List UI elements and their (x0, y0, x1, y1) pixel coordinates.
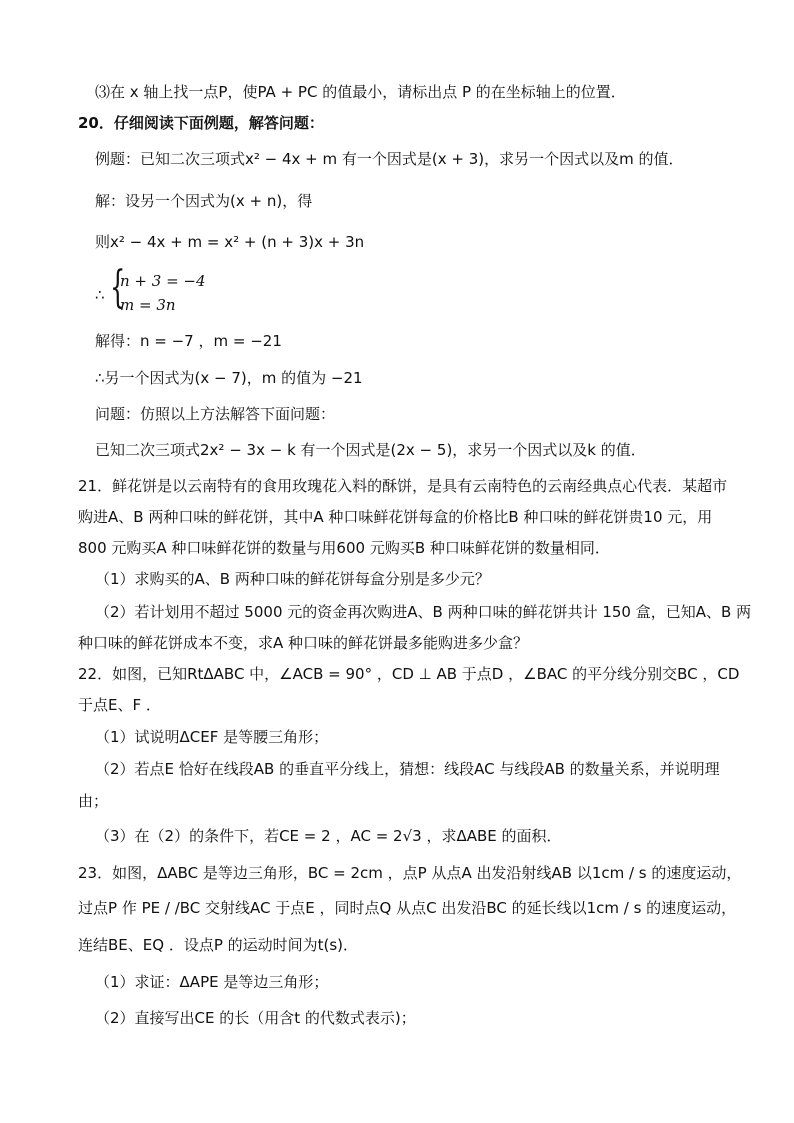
q22-part2b: 由； (78, 792, 109, 810)
q20-example: 例题：已知二次三项式x² − 4x + m 有一个因式是(x + 3)，求另一个因式以及m 的值． (95, 150, 684, 168)
q23-line1: 23．如图，ΔABC 是等边三角形，BC = 2cm ，点P 从点A 出发沿射线AB 以1cm / s 的速度运动， (78, 864, 742, 882)
q21-part1: （1）求购买的A、B 两种口味的鲜花饼每盒分别是多少元？ (95, 570, 490, 588)
q20-question-label: 问题：仿照以上方法解答下面问题： (95, 405, 336, 423)
q21-line3: 800 元购买A 种口味鲜花饼的数量与用600 元购买B 种口味鲜花饼的数量相同． (78, 539, 610, 557)
equation-brace: { (110, 262, 126, 313)
q21-part2a: （2）若计划用不超过 5000 元的资金再次购进A、B 两种口味的鲜花饼共计 150 盒，已知A、B 两 (95, 603, 752, 621)
q22-part3: （3）在（2）的条件下，若CE = 2 ，AC = 2√3 ，求ΔABE 的面积． (95, 827, 562, 845)
q22-line1: 22．如图，已知RtΔABC 中，∠ACB = 90° ，CD ⊥ AB 于点D ，∠BAC 的平分线分别交BC ，CD (78, 665, 740, 683)
q20-title: 20．仔细阅读下面例题，解答问题： (78, 114, 324, 132)
q23-line2: 过点P 作 PE / /BC 交射线AC 于点E ，同时点Q 从点C 出发沿BC 的延长线以1cm / s 的速度运动， (78, 899, 737, 917)
q22-part2a: （2）若点E 恰好在线段AB 的垂直平分线上，猜想：线段AC 与线段AB 的数量关系，并说明理 (95, 760, 720, 778)
q21-line1: 21．鲜花饼是以云南特有的食用玫瑰花入料的酥饼，是具有云南特色的云南经典点心代表．某超市 (78, 477, 728, 495)
q20-result: 解得：n = −7 ，m = −21 (95, 332, 282, 350)
q20-question: 已知二次三项式2x² − 3x − k 有一个因式是(2x − 5)，求另一个因式以及k 的值． (95, 441, 646, 459)
q20-system-eq2: m = 3n (120, 296, 176, 314)
q19-part3: ⑶在 x 轴上找一点P，使PA + PC 的值最小，请标出点 P 的在坐标轴上的位置． (95, 83, 626, 101)
q20-therefore: ∴ (95, 286, 105, 304)
q20-expand: 则x² − 4x + m = x² + (n + 3)x + 3n (95, 233, 365, 251)
q20-conclusion: ∴另一个因式为(x − 7)，m 的值为 −21 (95, 369, 363, 387)
q20-solve-intro: 解：设另一个因式为(x + n)，得 (95, 192, 313, 210)
q23-line3: 连结BE、EQ ．设点P 的运动时间为t(s)． (78, 936, 359, 954)
q23-part1: （1）求证：ΔAPE 是等边三角形； (95, 973, 329, 991)
q21-line2: 购进A、B 两种口味的鲜花饼，其中A 种口味鲜花饼每盒的价格比B 种口味的鲜花饼贵10 元，用 (78, 508, 713, 526)
q20-system-eq1: n + 3 = −4 (120, 272, 206, 290)
q22-part1: （1）试说明ΔCEF 是等腰三角形； (95, 728, 329, 746)
q21-part2b: 种口味的鲜花饼成本不变，求A 种口味的鲜花饼最多能购进多少盒？ (78, 634, 529, 652)
q22-line2: 于点E、F ． (78, 696, 161, 714)
q23-part2: （2）直接写出CE 的长（用含t 的代数式表示)； (95, 1009, 416, 1027)
